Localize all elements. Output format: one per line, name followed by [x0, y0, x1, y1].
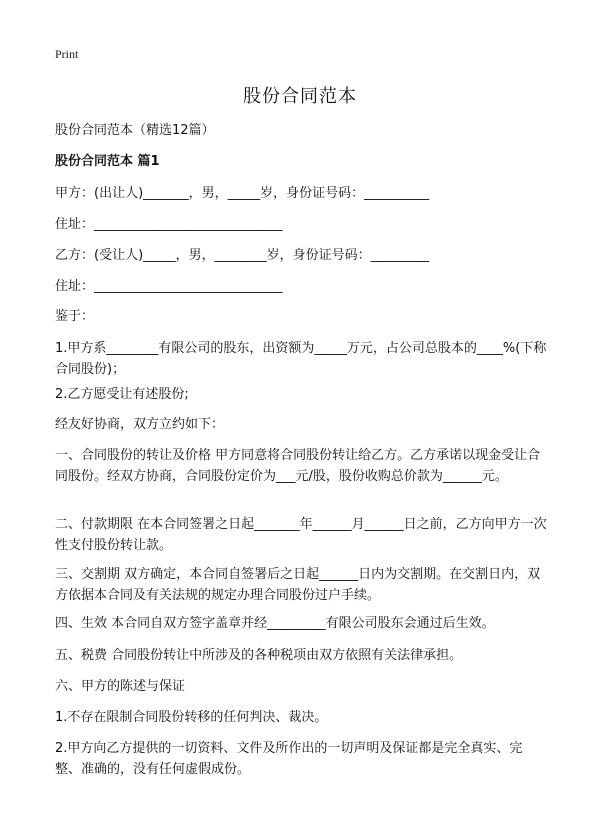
whereas-item-1: 1.甲方系________有限公司的股东，出资额为_____万元，占公司总股本的____%(下称合同股份)； [55, 341, 547, 377]
party-a-line: 甲方：(出让人)_______，男，_____岁，身份证号码：__________ [55, 186, 430, 201]
clause-1: 一、合同股份的转让及价格 甲方同意将合同股份转让给乙方。乙方承诺以现金受让合同股份。经双方协商，合同股份定价为___元/股，股份收购总价款为______元。 [55, 448, 541, 484]
consensus-line: 经友好协商，双方立约如下： [55, 417, 225, 432]
party-a-address: 住址：_____________________________ [55, 217, 283, 232]
clause-6-item-2: 2.甲方向乙方提供的一切资料、文件及所作出的一切声明及保证都是完全真实、完整、准确的，没有任何虚假成份。 [55, 741, 523, 777]
whereas-label: 鉴于： [55, 309, 95, 324]
party-b-line: 乙方：(受让人)_____，男，________岁，身份证号码：_________ [55, 248, 430, 263]
page-title: 股份合同范本 [243, 86, 357, 107]
document-subtitle: 股份合同范本（精选12篇） [55, 123, 215, 138]
party-b-address: 住址：_____________________________ [55, 279, 283, 294]
clause-3: 三、交割期 双方确定，本合同自签署后之日起______日内为交割期。在交割日内，双方依据本合同及有关法规的规定办理合同股份过户手续。 [55, 567, 541, 603]
clause-5: 五、税费 合同股份转让中所涉及的各种税项由双方依照有关法律承担。 [55, 648, 463, 663]
section-heading: 股份合同范本 篇1 [55, 154, 160, 169]
clause-2: 二、付款期限 在本合同签署之日起_______年______月______日之前，乙方向甲方一次性支付股份转让款。 [55, 517, 547, 553]
print-label[interactable]: Print [55, 47, 79, 61]
clause-6-heading: 六、甲方的陈述与保证 [55, 679, 186, 694]
clause-4: 四、生效 本合同自双方签字盖章并经_________有限公司股东会通过后生效。 [55, 616, 495, 631]
whereas-item-2: 2.乙方愿受让有述股份; [55, 387, 189, 402]
clause-6-item-1: 1.不存在限制合同股份转移的任何判决、裁决。 [55, 710, 328, 725]
